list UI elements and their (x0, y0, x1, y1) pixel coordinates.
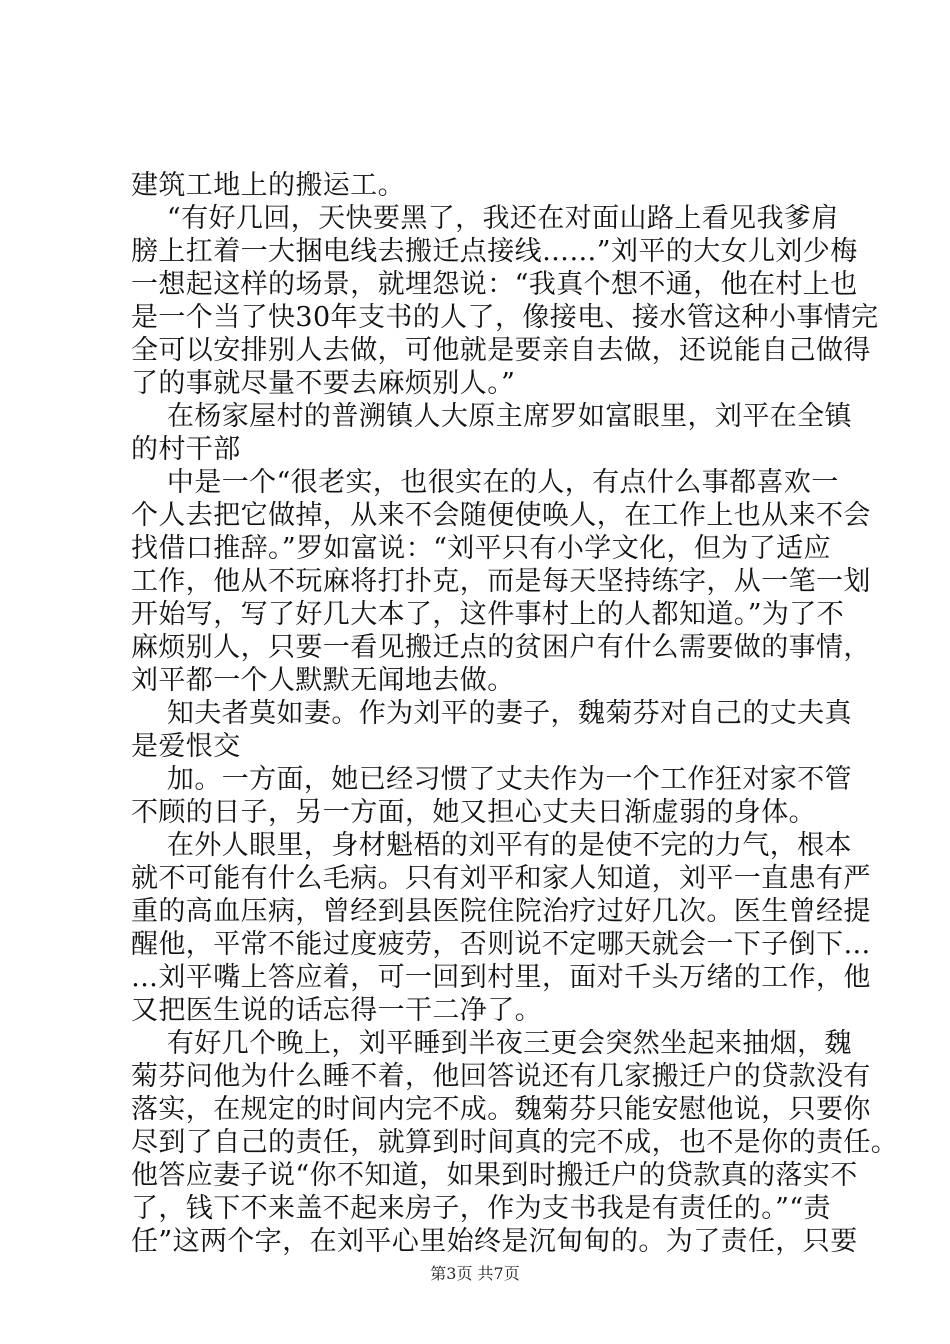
text-line: “有好几回，天快要黑了，我还在对面山路上看见我爹肩 (131, 203, 839, 234)
text-line: 工作，他从不玩麻将打扑克，而是每天坚持练字，从一笔一划 (131, 566, 871, 597)
text-line: 是一个当了快30年支书的人了，像接电、接水管这种小事情完 (131, 302, 879, 333)
text-line: 在杨家屋村的普溯镇人大原主席罗如富眼里，刘平在全镇 (131, 401, 852, 432)
text-line: 尽到了自己的责任，就算到时间真的完不成，也不是你的责任。 (131, 1127, 899, 1158)
text-line: …刘平嘴上答应着，可一回到村里，面对千头万绪的工作，他 (131, 962, 871, 993)
text-line: 在外人眼里，身材魁梧的刘平有的是使不完的力气，根本 (131, 830, 852, 861)
text-line: 菊芬问他为什么睡不着，他回答说还有几家搬迁户的贷款没有 (131, 1061, 871, 1092)
text-line: 加。一方面，她已经习惯了丈夫作为一个工作狂对家不管 (131, 764, 852, 795)
text-line: 麻烦别人，只要一看见搬迁点的贫困户有什么需要做的事情， (131, 632, 871, 663)
text-line: 开始写，写了好几大本了，这件事村上的人都知道。”为了不 (131, 599, 845, 630)
text-line: 知夫者莫如妻。作为刘平的妻子，魏菊芬对自己的丈夫真 (131, 698, 852, 729)
text-line: 膀上扛着一大捆电线去搬迁点接线……”刘平的大女儿刘少梅 (131, 236, 858, 267)
text-line: 个人去把它做掉，从来不会随便使唤人，在工作上也从来不会 (131, 500, 871, 531)
text-line: 刘平都一个人默默无闻地去做。 (131, 665, 515, 696)
text-line: 一想起这样的场景，就埋怨说：“我真个想不通，他在村上也 (131, 269, 858, 300)
text-line: 了的事就尽量不要去麻烦别人。” (131, 368, 516, 399)
text-line: 建筑工地上的搬运工。 (131, 170, 405, 201)
text-line: 找借口推辞。”罗如富说：“刘平只有小学文化，但为了适应 (131, 533, 831, 564)
text-line: 不顾的日子，另一方面，她又担心丈夫日渐虚弱的身体。 (131, 797, 816, 828)
text-line: 就不可能有什么毛病。只有刘平和家人知道，刘平一直患有严 (131, 863, 871, 894)
page-number-footer: 第3页 共7页 (430, 1264, 520, 1283)
text-line: 全可以安排别人去做，可他就是要亲自去做，还说能自己做得 (131, 335, 871, 366)
text-line: 醒他，平常不能过度疲劳，否则说不定哪天就会一下子倒下… (131, 929, 871, 960)
text-line: 落实，在规定的时间内完不成。魏菊芬只能安慰他说，只要你 (131, 1094, 871, 1125)
text-line: 又把医生说的话忘得一干二净了。 (131, 995, 542, 1026)
text-line: 有好几个晚上，刘平睡到半夜三更会突然坐起来抽烟，魏 (131, 1028, 852, 1059)
text-line: 的村干部 (131, 434, 241, 465)
text-line: 是爱恨交 (131, 731, 241, 762)
text-line: 重的高血压病，曾经到县医院住院治疗过好几次。医生曾经提 (131, 896, 871, 927)
text-line: 任”这两个字，在刘平心里始终是沉甸甸的。为了责任，只要 (131, 1226, 858, 1257)
text-line: 了，钱下不来盖不起来房子，作为支书我是有责任的。”“责 (131, 1193, 831, 1224)
text-line: 中是一个“很老实，也很实在的人，有点什么事都喜欢一 (131, 467, 839, 498)
text-line: 他答应妻子说“你不知道，如果到时搬迁户的贷款真的落实不 (131, 1160, 858, 1191)
